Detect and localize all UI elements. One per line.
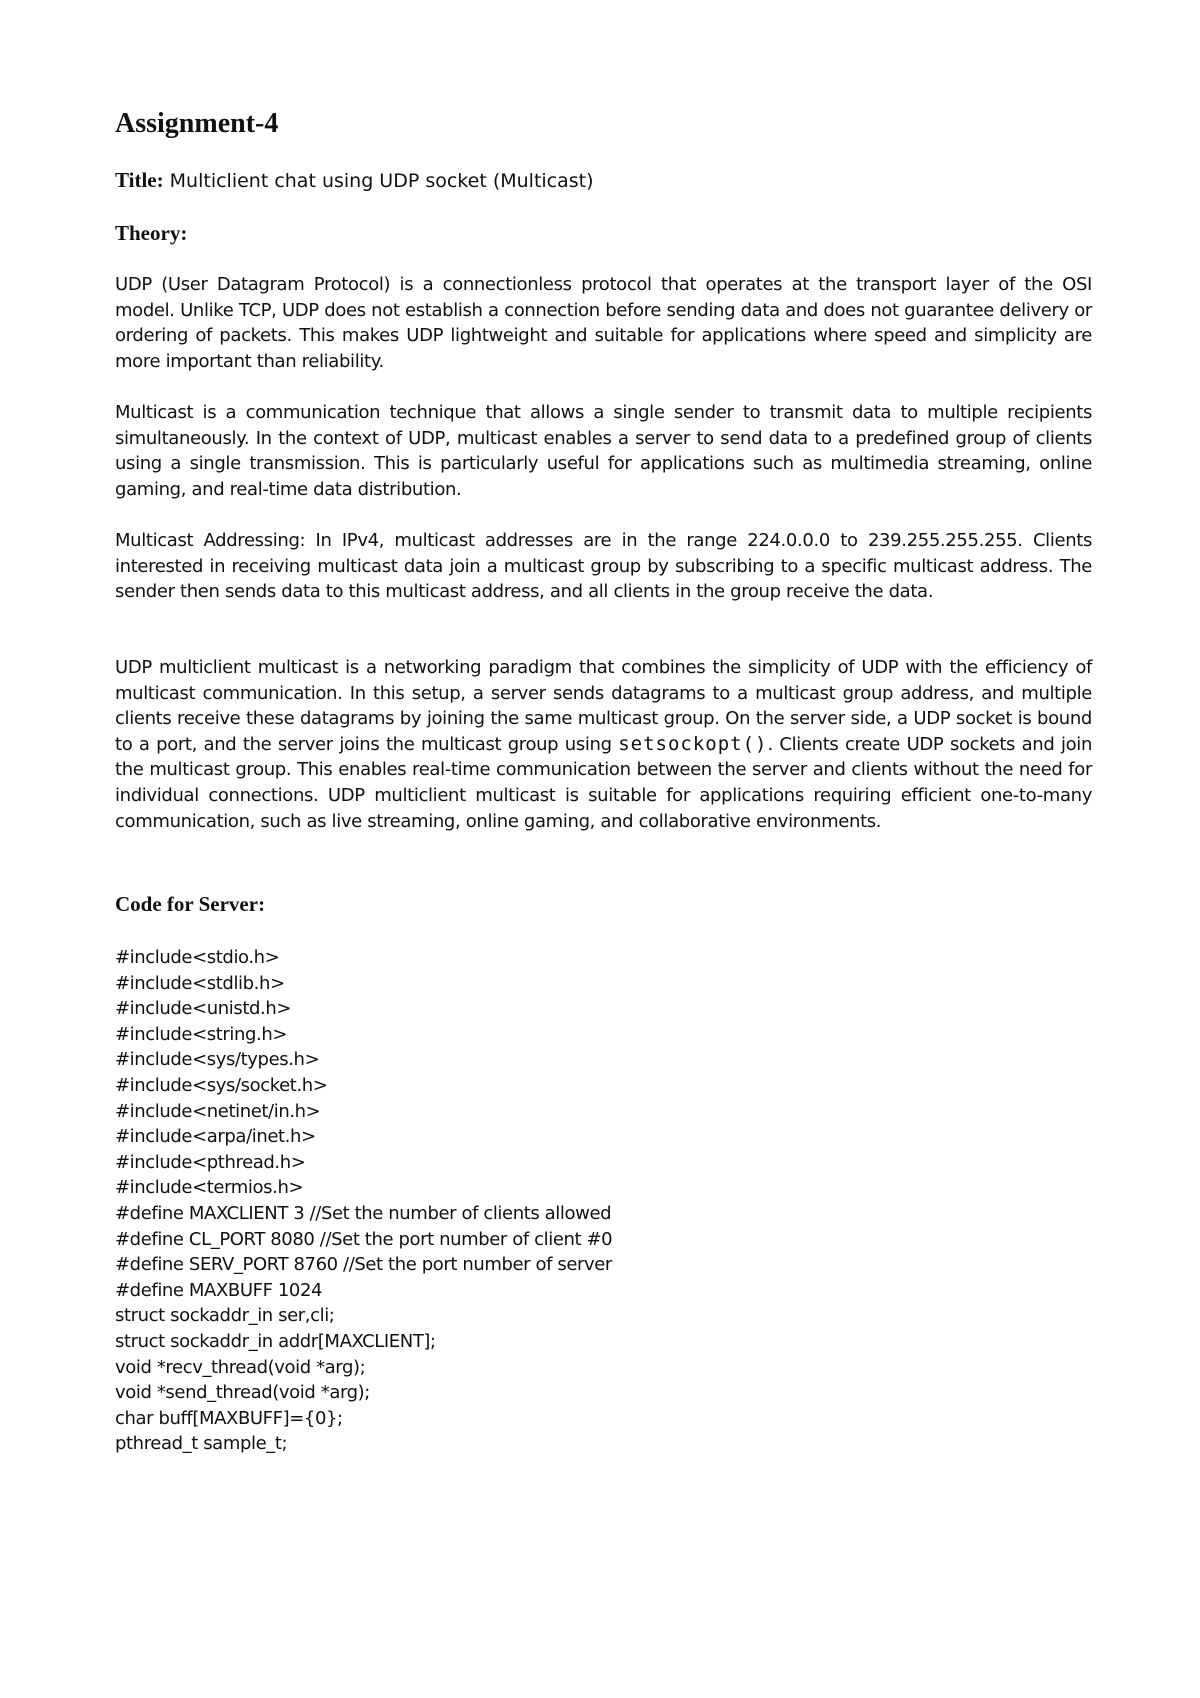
server-code-block — [115, 945, 1092, 1457]
code-line: #include<netinet/in.h> — [115, 1100, 321, 1122]
paragraph4-before: UDP multiclient multicast is a networking paradigm that combines the simplicity of UDP with the efficiency of multicast communication. In this setup, a server sends datagrams to a multicast group address, and multiple clients receive these datagrams by joining the same multicast group. On the server side, a UDP socket is bound to a port, and the server joins the multicast group using — [115, 657, 1092, 755]
code-line: #include<unistd.h> — [115, 998, 292, 1020]
paragraph-udp: UDP (User Datagram Protocol) is a connectionless protocol that operates at the transport layer of the OSI model. Unlike TCP, UDP does not establish a connection before sending data and does not guarantee delivery or ordering of packets. This makes UDP lightweight and suitable for applications where speed and simplicity are more important than reliability. — [115, 274, 1092, 372]
title-text: Multiclient chat using UDP socket (Multicast) — [169, 170, 594, 192]
code-line: #include<arpa/inet.h> — [115, 1126, 316, 1148]
code-heading: Code for Server: — [115, 892, 266, 916]
code-line: #define SERV_PORT 8760 //Set the port number of server — [115, 1254, 612, 1276]
paragraph-multicast: Multicast is a communication technique that allows a single sender to transmit data to multiple recipients simultaneously. In the context of UDP, multicast enables a server to send data to a predefined group of clients using a single transmission. This is particularly useful for applications such as multimedia streaming, online gaming, and real-time data distribution. — [115, 402, 1092, 500]
code-line: #define MAXCLIENT 3 //Set the number of clients allowed — [115, 1202, 612, 1224]
title-line — [115, 168, 1092, 193]
title-label: Title: — [115, 168, 164, 192]
code-line: void *recv_thread(void *arg); — [115, 1356, 366, 1378]
paragraph-addressing: Multicast Addressing: In IPv4, multicast addresses are in the range 224.0.0.0 to 239.255.255.255. Clients interested in receiving multicast data join a multicast group by subscribing to a specific multicast address. The sender then sends data to this multicast address, and all clients in the group receive the data. — [115, 530, 1092, 603]
paragraph-udp-multicast — [115, 655, 1092, 834]
code-line: pthread_t sample_t; — [115, 1433, 288, 1455]
code-line: #include<sys/socket.h> — [115, 1074, 328, 1096]
code-line: void *send_thread(void *arg); — [115, 1382, 370, 1404]
code-line: #include<string.h> — [115, 1023, 288, 1045]
theory-heading: Theory: — [115, 221, 188, 245]
code-line: #include<stdio.h> — [115, 947, 280, 968]
inline-code-setsockopt: setsockopt() — [618, 732, 768, 755]
code-line: struct sockaddr_in addr[MAXCLIENT]; — [115, 1330, 436, 1352]
assignment-heading: Assignment-4 — [115, 108, 279, 139]
paragraph4-after: . Clients create UDP sockets and join the multicast group. This enables real-time communication between the server and clients without the need for individual connections. UDP multiclient multicast is suitable for applications requiring efficient one-to-many communication, such as live streaming, online gaming, and collaborative environments. — [115, 733, 1092, 832]
code-line: char buff[MAXBUFF]={0}; — [115, 1407, 343, 1429]
code-line: #include<pthread.h> — [115, 1151, 306, 1173]
code-line: #define CL_PORT 8080 //Set the port number of client #0 — [115, 1228, 613, 1250]
code-line: #include<termios.h> — [115, 1177, 304, 1199]
code-line: #define MAXBUFF 1024 — [115, 1279, 323, 1301]
code-line: #include<sys/types.h> — [115, 1049, 320, 1071]
code-line: #include<stdlib.h> — [115, 972, 285, 994]
code-line: struct sockaddr_in ser,cli; — [115, 1305, 335, 1327]
